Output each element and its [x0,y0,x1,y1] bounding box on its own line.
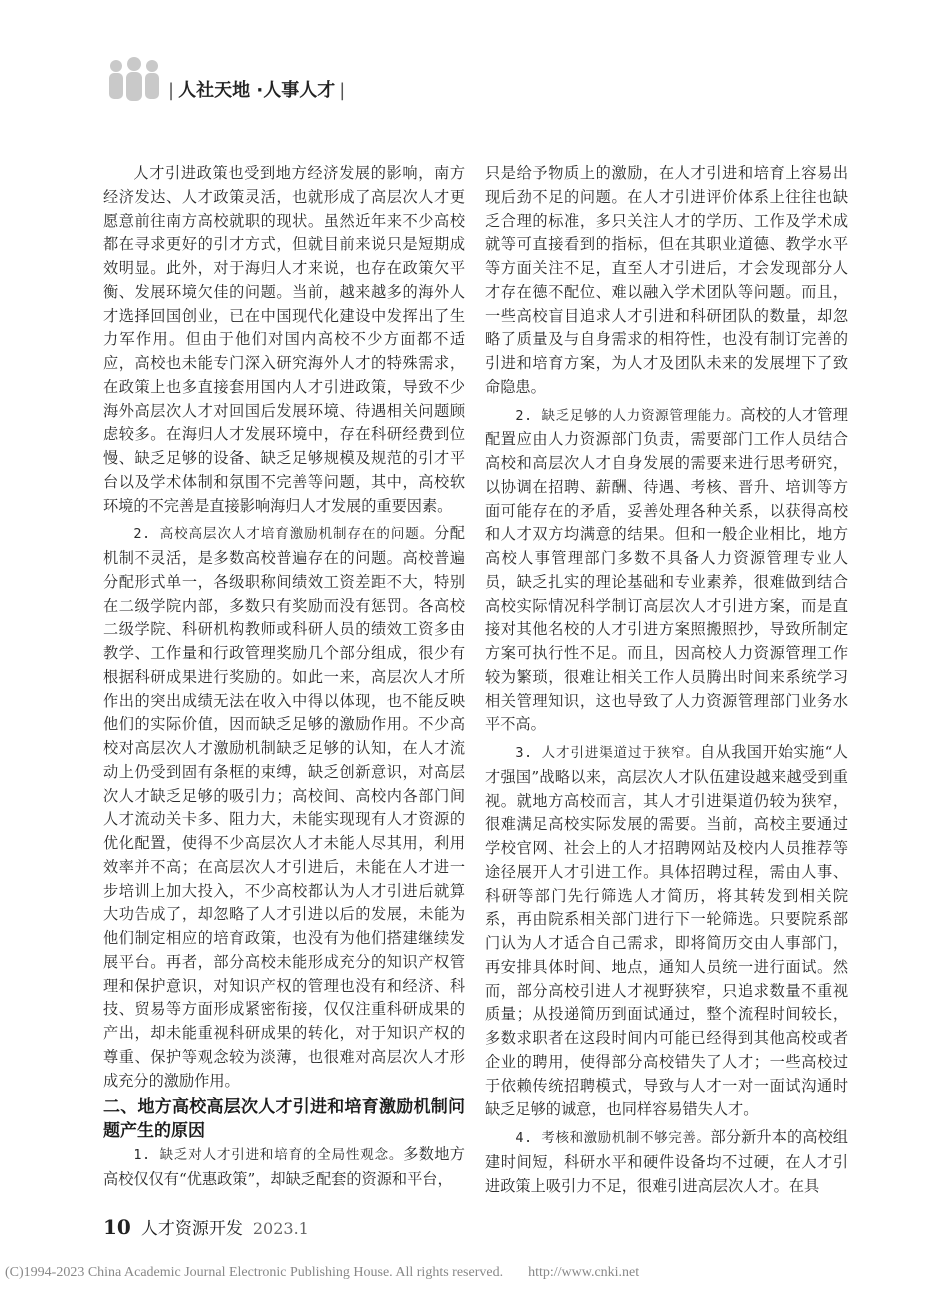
subheading: 3. 人才引进渠道过于狭窄。 [515,745,700,761]
header-bar-right: | [339,80,346,101]
subheading: 1. 缺乏对人才引进和培育的全局性观念。 [133,1147,404,1164]
paragraph-body: 自从我国开始实施“人才强国”战略以来，高层次人才队伍建设越来越受到重视。就地方高校而言，其人才引进渠道仍较为狭窄，很难满足高校实际发展的需要。当前，高校主要通过学校官网、社会上的人才招聘网站及校内人员推荐等途径展开人才引进工作。具体招聘过程，需由人事、科研等部门先行筛选人才简历，将其转发到相关院系，再由院系相关部门进行下一轮筛选。只要院系部门认为人才适合自己需求，即将简历交由人事部门，再安排具体时间、地点，通知人员统一进行面试。然而，部分高校引进人才视野狭窄，只追求数量不重视质量；从投递简历到面试通过，整个流程时间较长，多数求职者在这段时间内可能已经得到其他高校或者企业的聘用，使得部分高校错失了人才；一些高校过于依赖传统招聘模式，导致与人才一对一面试沟通时缺乏足够的诚意，也同样容易错失人才。 [485,743,848,1119]
page-number: 10 [103,1215,131,1239]
section-title: 二、地方高校高层次人才引进和培育激励机制问题产生的原因 [103,1097,465,1142]
paragraph [485,741,848,1122]
page-footer [103,1214,309,1239]
paragraph [485,1126,848,1198]
subheading: 2. 高校高层次人才培育激励机制存在的问题。 [133,526,435,543]
paragraph-body: 部分新升本的高校组建时间短，科研水平和硬件设备均不过硬，在人才引进政策上吸引力不足，很难引进高层次人才。在具 [485,1128,848,1195]
right-column [485,162,848,1198]
copyright-notice [5,1265,639,1281]
journal-name: 人才资源开发 [140,1219,243,1239]
subheading: 4. 考核和激励机制不够完善。 [515,1130,711,1146]
header-title-a: 人社天地 [178,80,251,101]
paragraph-body: 多数地方高校仅仅有“优惠政策”，却缺乏配套的资源和平台， [103,1145,465,1188]
people-group-icon [104,56,164,106]
section-header-title [164,76,349,102]
journal-issue: 2023.1 [252,1219,309,1238]
header-title-b: ·人事人才 [256,80,336,101]
subheading: 2. 缺乏足够的人力资源管理能力。 [515,407,741,424]
paragraph [103,522,465,1093]
paragraph-body: 分配机制不灵活，是多数高校普遍存在的问题。高校普遍分配形式单一，各级职称间绩效工资差距不大，特别在二级学院内部，多数只有奖励而没有惩罚。各高校二级学院、科研机构教师或科研人员的绩效工资多由教学、工作量和行政管理奖励几个部分组成，很少有根据科研成果进行奖励的。如此一来，高层次人才所作出的突出成绩无法在收入中得以体现，也不能反映他们的实际价值，因而缺乏足够的激励作用。不少高校对高层次人才激励机制缺乏足够的认知，在人才流动上仍受到固有条框的束缚，缺乏创新意识，对高层次人才缺乏足够的吸引力；高校间、高校内各部门间人才流动关卡多、阻力大，未能实现现有人才资源的优化配置，使得不少高层次人才未能人尽其用，利用效率并不高；在高层次人才引进后，未能在人才进一步培训上加大投入，不少高校都认为人才引进后就算大功告成了，却忽略了人才引进以后的发展，未能为他们制定相应的培育政策，也没有为他们搭建继续发展平台。再者，部分高校未能形成充分的知识产权管理和保护意识，对知识产权的管理也没有和经济、科技、贸易等方面形成紧密衔接，仅仅注重科研成果的产出，却未能重视科研成果的转化，对于知识产权的尊重、保护等观念较为淡薄，也很难对高层次人才形成充分的激励作用。 [103,524,465,1090]
copyright-site-link[interactable]: http://www.cnki.net [528,1265,640,1280]
paragraph [103,1143,465,1192]
paragraph: 人才引进政策也受到地方经济发展的影响，南方经济发达、人才政策灵活，也就形成了高层次人才更愿意前往南方高校就职的现状。虽然近年来不少高校都在寻求更好的引才方式，但就目前来说只是短期成效明显。此外，对于海归人才来说，也存在政策欠平衡、发展环境欠佳的问题。当前，越来越多的海外人才选择回国创业，已在中国现代化建设中发挥出了生力军作用。但由于他们对国内高校不少方面都不适应，高校也未能专门深入研究海外人才的特殊需求，在政策上也多直接套用国内人才引进政策，导致不少海外高层次人才对回国后发展环境、待遇相关问题顾虑较多。在海归人才发展环境中，存在科研经费到位慢、缺乏足够的设备、缺乏足够规模及规范的引才平台以及学术体制和氛围不完善等问题，其中，高校软环境的不完善是直接影响海归人才发展的重要因素。 [103,164,465,515]
left-column [103,162,465,1192]
paragraph: 只是给予物质上的激励，在人才引进和培育上容易出现后劲不足的问题。在人才引进评价体系上往往也缺乏合理的标准，多只关注人才的学历、工作及学术成就等可直接看到的指标，但在其职业道德、教学水平等方面关注不足，直至人才引进后，才会发现部分人才存在德不配位、难以融入学术团队等问题。而且，一些高校盲目追求人才引进和科研团队的数量，却忽略了质量及与自身需求的相符性，也没有制订完善的引进和培育方案，为人才及团队未来的发展埋下了致命隐患。 [485,164,848,396]
copyright-text: (C)1994-2023 China Academic Journal Electronic Publishing House. All rights reserved. [5,1265,504,1280]
paragraph-body: 高校的人才管理配置应由人力资源部门负责，需要部门工作人员结合高校和高层次人才自身发展的需要来进行思考研究，以协调在招聘、薪酬、待遇、考核、晋升、培训等方面可能存在的矛盾，妥善处理各种关系，以获得高校和人才双方均满意的结果。但和一般企业相比，地方高校人事管理部门多数不具备人力资源管理专业人员，缺乏扎实的理论基础和专业素养，很难做到结合高校实际情况科学制订高层次人才引进方案，而是直接对其他名校的人才引进方案照搬照抄，导致所制定方案可执行性不足。而且，因高校人力资源管理工作较为繁琐，很难让相关工作人员腾出时间来系统学习相关管理知识，这也导致了人力资源管理部门业务水平不高。 [485,405,848,734]
paragraph [485,404,848,738]
header-bar-left: | [168,80,175,101]
